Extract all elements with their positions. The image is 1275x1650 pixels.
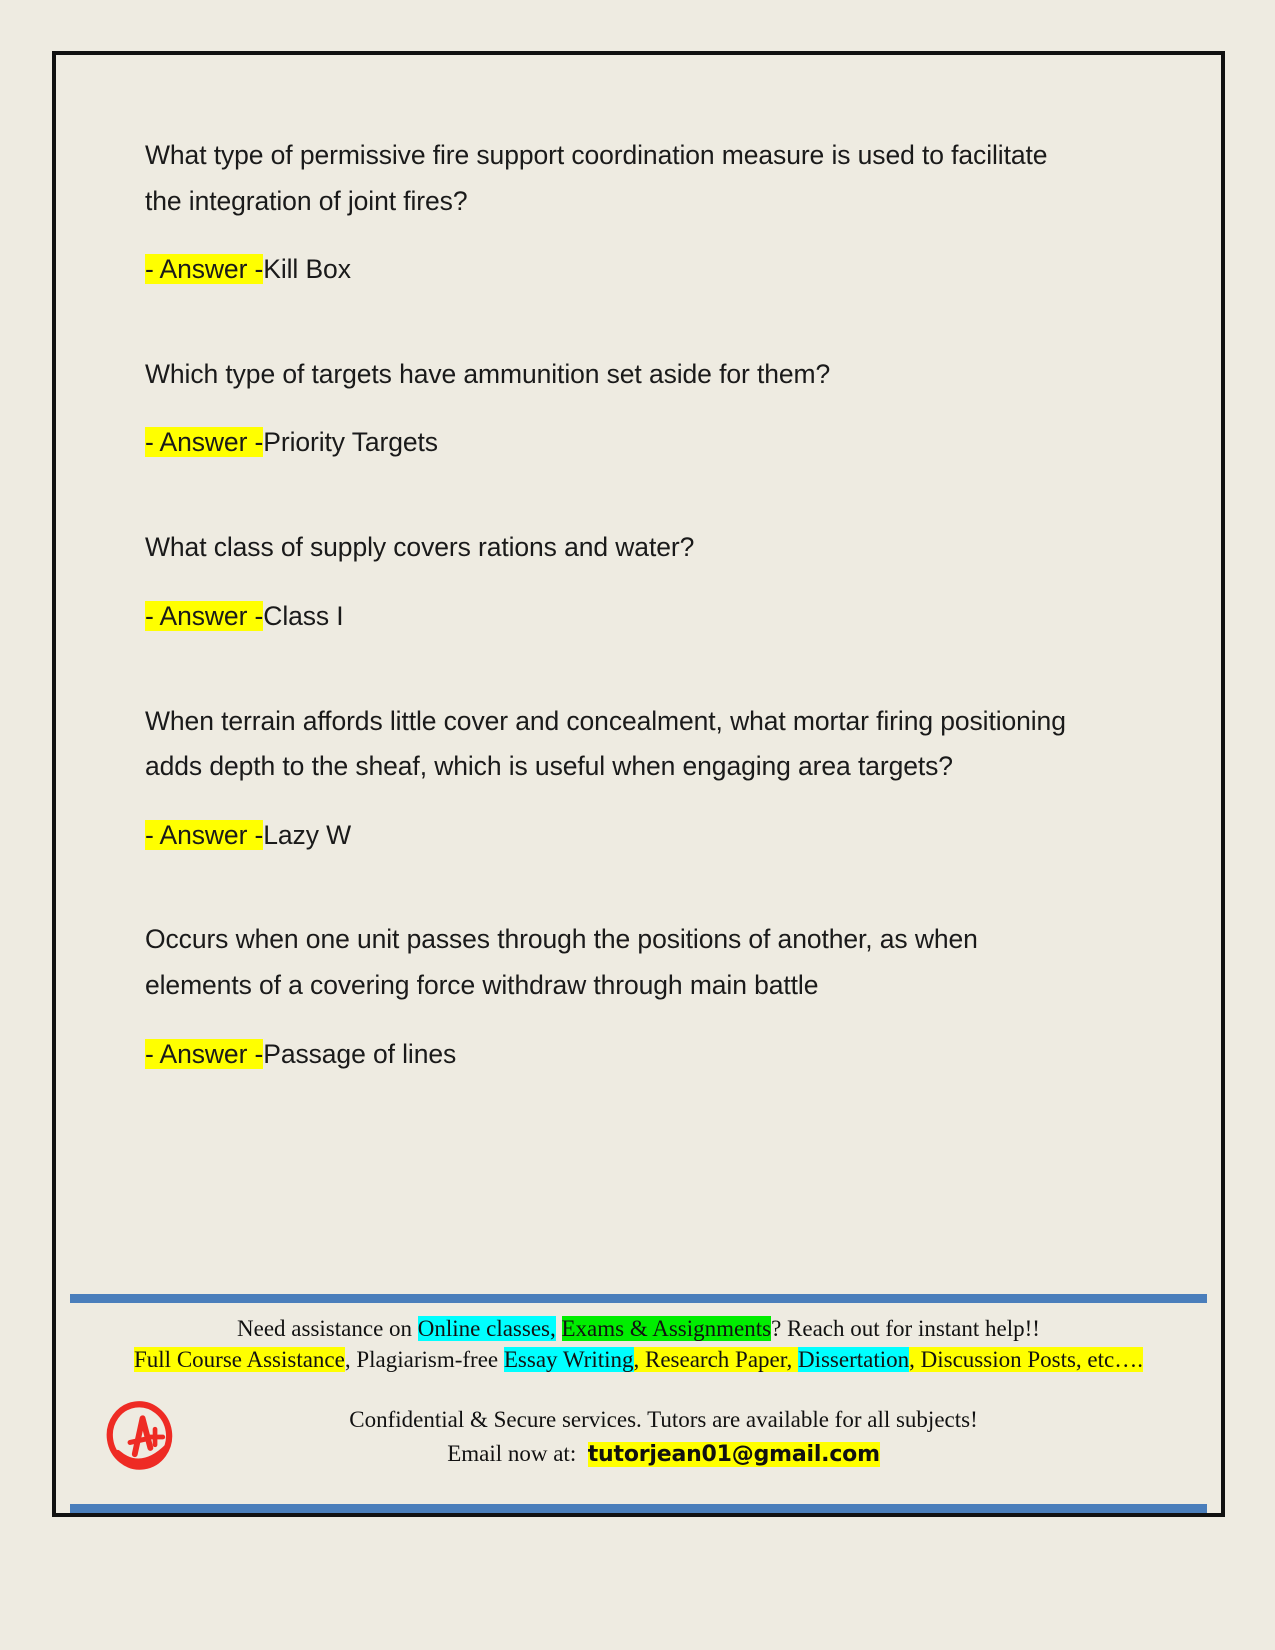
- promo-research-paper: , Research Paper,: [633, 1347, 798, 1373]
- promo-full-course-assistance: Full Course Assistance: [134, 1347, 345, 1373]
- promo-text: [56, 1303, 1221, 1376]
- qa-block: [145, 917, 1145, 1074]
- question-text: Which type of targets have ammunition set aside for them?: [145, 358, 831, 389]
- email-line: [216, 1437, 1111, 1472]
- promotional-footer: [56, 1294, 1221, 1513]
- answer-label: - Answer -: [145, 1038, 264, 1069]
- promo-line-2: [66, 1344, 1211, 1376]
- question-text: When terrain affords little cover and concealment, what mortar firing positioning adds depth to the sheaf, which is useful when engaging area targets?: [145, 705, 1066, 782]
- footer-divider-bottom: [70, 1504, 1207, 1513]
- promo-suffix: ? Reach out for instant help!!: [771, 1315, 1040, 1341]
- promo-dissertation: Dissertation: [797, 1347, 910, 1373]
- email-address[interactable]: tutorjean01@gmail.com: [587, 1442, 880, 1467]
- a-plus-logo: [66, 1398, 216, 1476]
- question-text: Occurs when one unit passes through the positions of another, as when elements of a covering force withdraw through main battle: [145, 924, 978, 1001]
- qa-block: [145, 133, 1145, 290]
- answer-label: - Answer -: [145, 254, 264, 285]
- document-page: [52, 51, 1225, 1517]
- promo-discussion-posts: , Discussion Posts, etc….: [909, 1347, 1143, 1373]
- a-plus-grade-icon: [102, 1398, 180, 1476]
- promo-exams-assignments: Exams & Assignments: [561, 1315, 772, 1341]
- answer-text: Kill Box: [263, 254, 351, 285]
- qa-content: [145, 133, 1145, 1130]
- qa-block: [145, 352, 1145, 463]
- answer-line: [145, 1035, 1145, 1075]
- answer-line: [145, 816, 1145, 856]
- promo-essay-writing: Essay Writing: [503, 1347, 634, 1373]
- answer-text: Passage of lines: [263, 1038, 457, 1069]
- qa-block: [145, 525, 1145, 636]
- contact-band: [56, 1376, 1221, 1486]
- answer-line: [145, 597, 1145, 637]
- qa-block: [145, 699, 1145, 856]
- answer-text: Class I: [263, 600, 344, 631]
- answer-line: [145, 423, 1145, 463]
- promo-online-classes: Online classes,: [417, 1315, 556, 1341]
- promo-space: [556, 1316, 562, 1341]
- contact-info: [216, 1403, 1211, 1472]
- question-text: What class of supply covers rations and water?: [145, 532, 695, 563]
- answer-line: [145, 250, 1145, 290]
- answer-label: - Answer -: [145, 427, 264, 458]
- email-prefix-label: Email now at:: [447, 1441, 577, 1466]
- question-text: What type of permissive fire support coordination measure is used to facilitate the integration of joint fires?: [145, 140, 1048, 216]
- tagline-text: Confidential & Secure services. Tutors are available for all subjects!: [349, 1406, 978, 1432]
- answer-text: Priority Targets: [263, 427, 438, 458]
- answer-text: Lazy W: [263, 819, 352, 850]
- answer-label: - Answer -: [145, 819, 264, 850]
- answer-label: - Answer -: [145, 600, 264, 631]
- footer-divider-top: [70, 1294, 1207, 1303]
- promo-line-1: [66, 1313, 1211, 1345]
- promo-prefix: Need assistance on: [237, 1315, 418, 1341]
- promo-plagiarism-free: , Plagiarism-free: [344, 1347, 504, 1373]
